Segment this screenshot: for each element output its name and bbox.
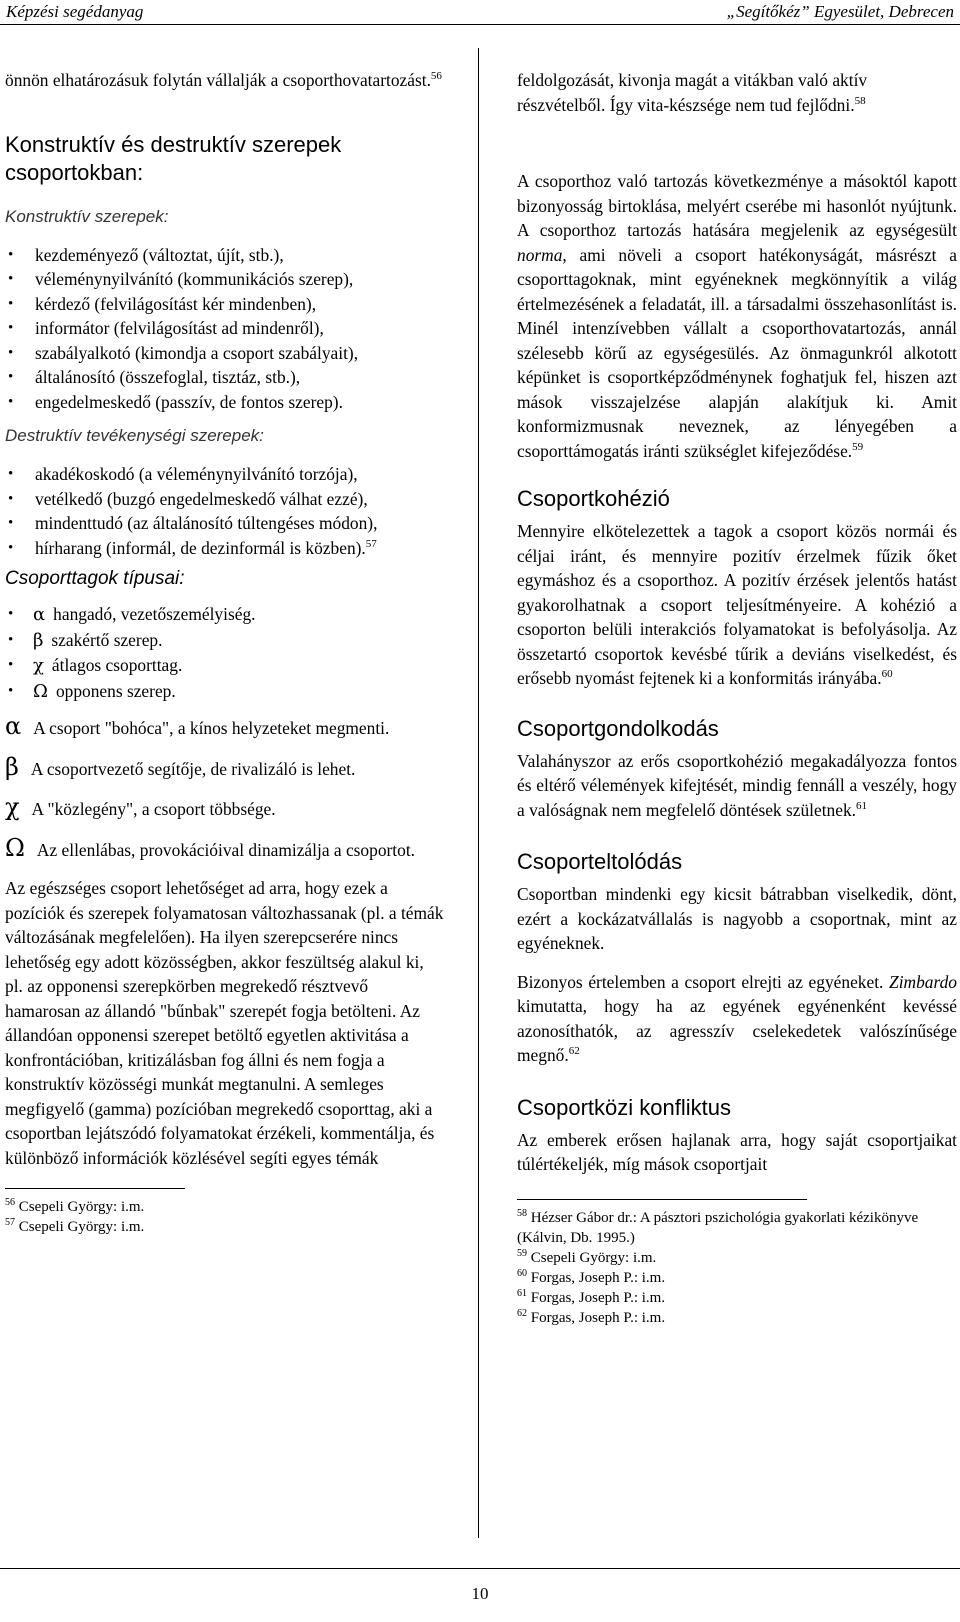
zimbardo-name: Zimbardo [889,971,957,992]
column-divider [478,48,479,1538]
group-shift-paragraph-1: Csoportban mindenki egy kicsit bátrabban viselkedik, dönt, ezért a kockázatvállalás is nagyobb a csoportnak, mint az egyéneknek. [517,884,957,953]
constructive-roles-list [5,243,445,415]
page-header [0,0,960,26]
footnote-ref-61: 61 [856,799,867,812]
omega-description: Ω Az ellenlábas, provokációival dinamizálja a csoportot. [5,833,416,862]
list-item: • hírharang (informál, de dezinformál is közben).$^{57}$ [5,536,445,561]
chi-description: χ A "közlegény", a csoport többsége. [5,793,276,821]
list-item: • mindenttudó (az általánosító túltengéses módon), [5,511,445,536]
left-intro-paragraph [5,68,445,93]
omega-symbol-icon: Ω [33,680,48,702]
bullet-icon: • [8,393,14,410]
list-item: • vetélkedő (buzgó engedelmeskedő válhat ezzé), [5,487,445,512]
cohesion-paragraph: Mennyire elkötelezettek a tagok a csoport közös normái és céljai iránt, és mennyire pozitív érzelmek fűzik őket egymáshoz és a csoporthoz. A pozitív érzések jelentős hatást gyakorolhatnak a csoport teljesítményeire. A kohézió a csoporton belüli interakciós folyamatokat is befolyásolja. Az összetartó csoportok kevésbé tűrik a deviáns viselkedést, és erősebb nyomást fejtenek ki a konformitás irányába.$^{60}$ [517,521,957,688]
footnote-ref-57: 57 [365,537,377,550]
list-item: • Ω opponens szerep. [8,680,176,702]
footnote-59: $^{59}$ Csepeli György: i.m. [517,1247,657,1266]
destructive-roles-title: Destruktív tevékenységi szerepek: [5,426,264,445]
list-item: • általánosító (összefoglal, tisztáz, stb.), [5,365,445,390]
bullet-icon: • [8,631,14,648]
footnote-58: $^{58}$ Hézser Gábor dr.: A pásztori pszichológia gyakorlati kézikönyve (Kálvin, Db. 1995.) [517,1207,919,1246]
norma-term: norma [517,244,563,265]
right-column [517,68,957,1328]
list-item: • kérdező (felvilágosítást kér mindenben), [5,292,445,317]
intergroup-conflict-paragraph: Az emberek erősen hajlanak arra, hogy saját csoportjaikat túlértékeljék, míg mások csoportjait [517,1129,957,1174]
alpha-description: α A csoport "bohóca", a kínos helyzeteket megmenti. [5,712,390,740]
intergroup-conflict-heading: Csoportközi konfliktus [517,1094,731,1120]
list-item: • véleménynyilvánító (kommunikációs szerep), [5,267,445,292]
bullet-icon: • [8,539,14,556]
groupthink-paragraph: Valahányszor az erős csoportkohézió megakadályozza fontos és eltérő vélemények kifejtését, mindig fennáll a veszély, hogy a valóságnak nem megfelelő döntések születnek.$^{61}$ [517,750,957,820]
group-shift-paragraph-2: Bizonyos értelemben a csoport elrejti az egyéneket. Zimbardo kimutatta, hogy ha az egyének egyénenként kevéssé azonosíthatók, az agresszív cselekedetek valószínűsége megnő.$^{62}$ [517,971,957,1065]
footnote-56: $^{56}$ Csepeli György: i.m. [5,1197,145,1215]
roles-heading: Konstruktív és destruktív szerepek csoportokban: [5,131,342,185]
groupthink-heading: Csoportgondolkodás [517,715,719,741]
list-item: • engedelmeskedő (passzív, de fontos szerep). [5,390,445,415]
bullet-icon: • [8,271,14,287]
beta-symbol-icon: β [5,752,19,781]
group-shift-heading: Csoporteltolódás [517,849,683,874]
header-right-title: „Segítőkéz” Egyesület, Debrecen [726,2,954,21]
list-item: • kezdeményező (változtat, újít, stb.), [5,243,445,268]
right-intro-paragraph: feldolgozását, kivonja magát a vitákban való aktív részvételből. Így vita-készsége nem tud fejlődni.$^{58}$ [517,70,868,115]
footnote-ref-62: 62 [568,1045,580,1058]
footnote-60: $^{60}$ Forgas, Joseph P.: i.m. [517,1267,666,1286]
chi-symbol-icon: χ [33,655,44,676]
bullet-icon: • [8,657,14,673]
cohesion-heading: Csoportkohézió [517,486,670,511]
page-number: 10 [471,1584,489,1603]
header-rule [0,24,960,25]
constructive-roles-title: Konstruktív szerepek: [5,206,169,226]
bullet-icon: • [8,369,14,385]
bullet-icon: • [8,466,14,482]
omega-symbol-icon: Ω [5,833,25,862]
list-item: • szabályalkotó (kimondja a csoport szabályait), [5,341,445,366]
footnote-ref-58: 58 [854,94,866,107]
beta-description: β A csoportvezető segítője, de rivalizáló is lehet. [5,752,356,781]
bullet-icon: • [8,295,14,312]
footnote-57: $^{57}$ Csepeli György: i.m. [5,1217,145,1235]
bullet-icon: • [8,344,14,361]
beta-symbol-icon: β [33,629,44,651]
left-intro-text: önnön elhatározásuk folytán vállalják a csoporthovatartozást. [5,70,431,90]
list-item: • informátor (felvilágosítást ad mindenről), [5,316,445,341]
footnote-ref-56: 56 [430,70,442,83]
footnote-ref-60: 60 [881,668,893,681]
bullet-icon: • [8,320,14,336]
footnote-62: $^{62}$ Forgas, Joseph P.: i.m. [517,1307,666,1326]
footnote-61: $^{61}$ Forgas, Joseph P.: i.m. [517,1287,666,1306]
role-change-paragraph: Az egészséges csoport lehetőséget ad arra, hogy ezek a pozíciók és szerepek folyamatosan változhassanak (pl. a témák változásának megfelelően). Ha ilyen szerepcserére nincs lehetőség egy adott közösségben, akkor feszültség alakul ki, pl. az opponensi szerepkörben megrekedő résztvevő hamarosan az állandó "bűnbak" szerepét fogja betölteni. Az állandóan opponensi szerepet betöltő egyetlen aktivitása a konfrontációban, kritizálásban fog állni és nem fogja a konstruktív közösségi munkát megtanulni. A semleges megfigyelő (gamma) pozícióban megrekedő csoporttag, aki a csoportban lejátszódó folyamatokat érzékeli, kommentálja, és különböző információk közlésével segíti egyes témák [5,878,444,1168]
member-types-list [5,602,445,704]
bullet-icon: • [8,606,14,622]
alpha-symbol-icon: α [5,712,22,740]
bullet-icon: • [8,246,14,263]
list-item: • α hangadó, vezetőszemélyiség. [8,604,256,625]
footer-rule [0,1568,960,1569]
left-column [5,68,445,1237]
header-left-title: Képzési segédanyag [6,2,144,21]
list-item: • β szakértő szerep. [8,629,163,651]
list-item: • akadékoskodó (a véleménynyilvánító torzója), [5,462,445,487]
alpha-symbol-icon: α [33,604,46,625]
chi-symbol-icon: χ [5,793,20,821]
bullet-icon: • [8,682,14,699]
conformity-paragraph: A csoporthoz való tartozás következménye a másoktól kapott bizonyosság birtoklása, melyért cserébe mi hasonlót nyújtunk. A csoporthoz tartozás hatására megjelenik az egységesült norma, ami növeli a csoport hatékonyságát, másrészt a csoporttagoknak, mint egyéneknek megkönnyítik a világ értelmezésének a feladatát, ill. a társadalmi összehasonlítást is. Minél intenzívebben vállalt a csoporthovatartozás, annál szélesebb körű az egységesülés. Az önmagunkról alkotott képünket is csoportképződménynek foghatjuk fel, hiszen azt mások visszajelzése alapján alakítjuk ki. Amit konformizmusnak neveznek, az lényegében a csoporttámogatás iránti szükséglet kifejeződése.$^{59}$ [517,171,957,461]
footnote-ref-59: 59 [852,440,864,453]
destructive-roles-list [5,462,445,560]
member-types-heading: Csoporttagok típusai: [5,568,185,589]
list-item: • χ átlagos csoporttag. [8,655,183,676]
bullet-icon: • [8,490,14,507]
bullet-icon: • [8,515,14,531]
